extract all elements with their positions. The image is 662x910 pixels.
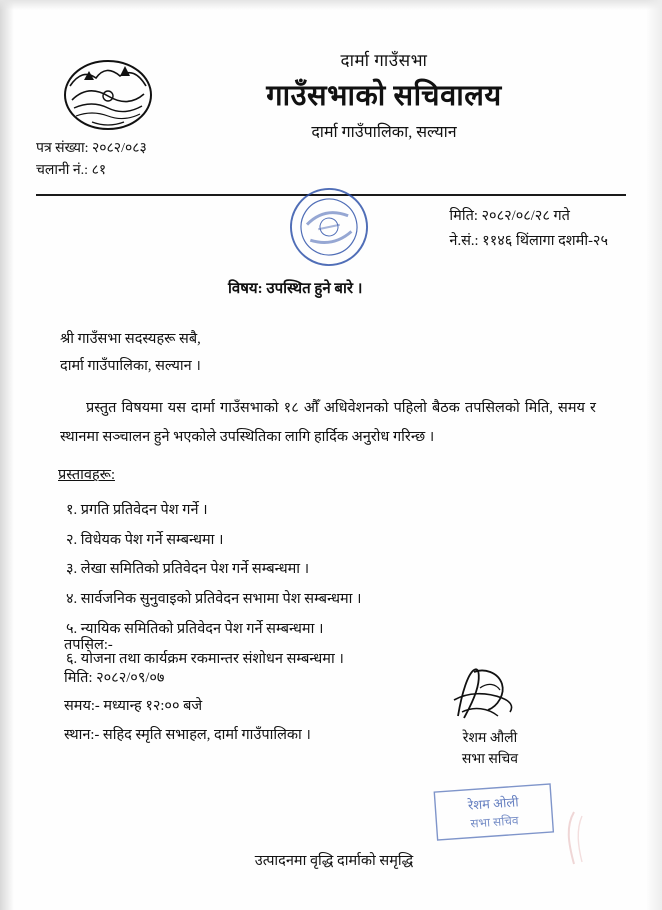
body-paragraph-text: प्रस्तुत विषयमा यस दार्मा गाउँसभाको १८ औँ अधिवेशनको पहिलो बैठक तपसिलको मिति, समय र स्थानमा सञ्चालन हुने भएकोले उपस्थितिका लागि हार्दिक अनुरोध गरिन्छ । [60, 400, 596, 445]
proposals-title: प्रस्तावहरू: [58, 467, 115, 483]
signatory-name-stamp-icon [432, 782, 556, 847]
reference-block [36, 138, 147, 181]
office-name-line3: दार्मा गाउँपालिका, सल्यान [311, 124, 457, 141]
office-name-line2: गाउँसभाको सचिवालय [266, 80, 502, 112]
letter-date: मिति: २०८२/०८/२८ गते [449, 208, 570, 224]
meeting-time: समय:- मध्यान्ह १२:०० बजे [64, 698, 203, 715]
letterhead [36, 26, 632, 156]
document-content [36, 26, 632, 886]
nepal-government-emblem-icon [62, 56, 154, 134]
signature-block [410, 662, 570, 768]
scan-edge-top [0, 0, 662, 10]
details-section [64, 634, 311, 749]
subject-label: विषय: [228, 281, 263, 297]
svg-text:रेशम ओली: रेशम ओली [467, 794, 520, 813]
list-item: २. विधेयक पेश गर्ने सम्बन्धमा । [66, 531, 224, 548]
signatory-role: सभा सचिव [461, 752, 519, 767]
handwritten-signature-icon [410, 662, 570, 724]
dispatch-number: चलानी नं.: ८१ [36, 162, 107, 178]
office-round-stamp-icon [280, 178, 377, 275]
recipient-line1: श्री गाउँसभा सदस्यहरू सबै, [60, 331, 201, 347]
recipient-block [60, 326, 201, 380]
signatory-name: रेशम औली [462, 731, 518, 746]
footer-slogan: उत्पादनमा वृद्धि दार्माको समृद्धि [254, 853, 414, 869]
date-block [449, 204, 608, 253]
details-title: तपसिल:- [64, 637, 113, 653]
scan-edge-left [0, 0, 14, 910]
body-paragraph [60, 394, 596, 452]
recipient-line2: दार्मा गाउँपालिका, सल्यान । [60, 357, 201, 374]
list-item: ४. सार्वजनिक सुनुवाइको प्रतिवेदन सभामा पेश सम्बन्धमा । [66, 591, 362, 608]
letterhead-titles [156, 48, 612, 142]
nepal-sambat-date: ने.सं.: ११४६ थिंलागा दशमी-२५ [449, 232, 608, 249]
list-item: ५. न्यायिक समितिको प्रतिवेदन पेश गर्ने सम्बन्धमा । [66, 620, 324, 637]
meeting-venue: स्थान:- सहिद स्मृति सभाहल, दार्मा गाउँपालिका । [64, 726, 311, 743]
svg-text:सभा सचिव: सभा सचिव [470, 813, 520, 831]
list-item: १. प्रगति प्रतिवेदन पेश गर्ने । [66, 502, 208, 518]
meeting-date: मिति: २०८२/०९/०७ [64, 670, 165, 686]
subject-line [228, 278, 362, 298]
scan-edge-right [646, 0, 662, 910]
office-name-line1: दार्मा गाउँसभा [340, 51, 428, 70]
list-item: ३. लेखा समितिको प्रतिवेदन पेश गर्ने सम्बन्धमा । [66, 561, 310, 578]
list-item: ६. योजना तथा कार्यक्रम रकमान्तर संशोधन सम्बन्धमा । [66, 650, 344, 667]
letter-number: पत्र संख्या: २०८२/०८३ [36, 141, 147, 156]
subject-text: उपस्थित हुने बारे । [266, 281, 363, 297]
